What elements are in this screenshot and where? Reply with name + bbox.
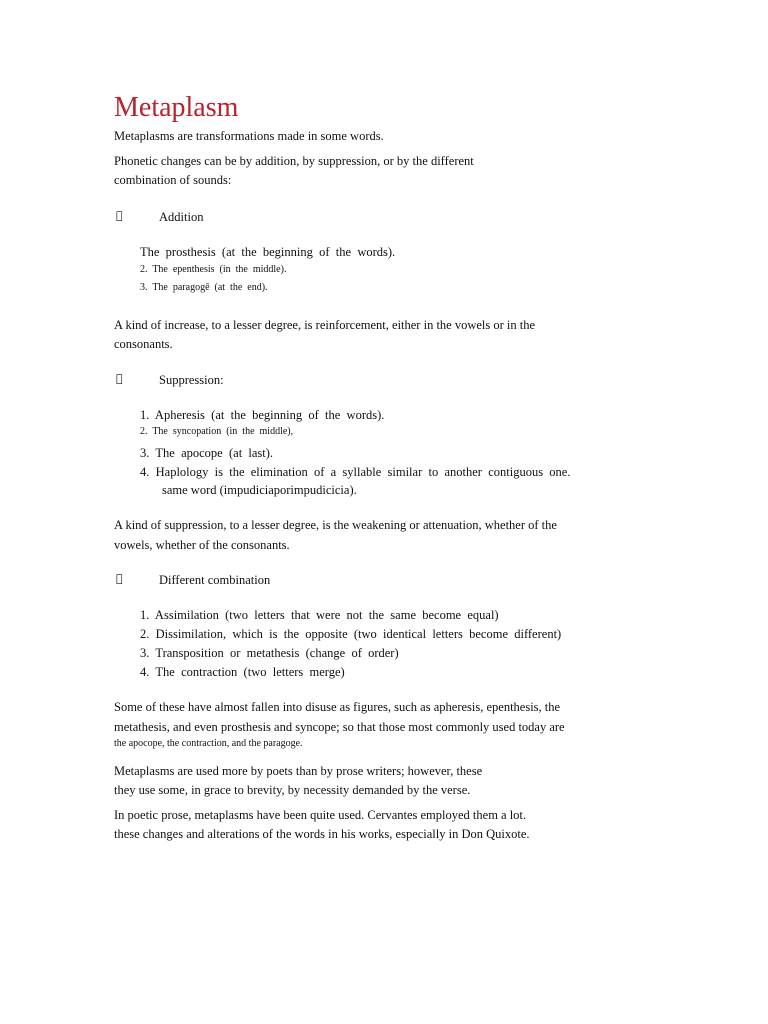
list-item: The prosthesis (at the beginning of the words). [140,245,396,259]
intro-paragraph-line-2: combination of sounds: [114,173,232,187]
list-item: 4. Haplology is the elimination of a syllable similar to another contiguous one. [140,465,571,479]
list-item-continuation: same word (impudiciaporimpudicicia). [162,483,357,497]
list-item: 3. The apocope (at last). [140,446,274,460]
page-title: Metaplasm [114,92,239,123]
paragraph-line: they use some, in grace to brevity, by necessity demanded by the verse. [114,783,471,797]
paragraph-line: consonants. [114,337,173,351]
bullet-icon [116,209,120,222]
section-heading-suppression: Suppression: [159,373,224,387]
list-item: 3. Transposition or metathesis (change of order) [140,646,399,660]
intro-paragraph-line-1: Phonetic changes can be by addition, by suppression, or by the different [114,154,474,168]
paragraph-line: metathesis, and even prosthesis and syncope; so that those most commonly used today are [114,720,565,734]
paragraph-line: A kind of increase, to a lesser degree, is reinforcement, either in the vowels or in the [114,318,536,332]
list-item: 3. The paragogē (at the end). [140,282,268,293]
section-heading-different-combination: Different combination [159,573,271,587]
list-item: 1. Assimilation (two letters that were not the same become equal) [140,608,499,622]
intro-line: Metaplasms are transformations made in some words. [114,129,384,143]
paragraph-line: these changes and alterations of the words in his works, especially in Don Quixote. [114,827,530,841]
list-item: 4. The contraction (two letters merge) [140,665,345,679]
list-item: 2. Dissimilation, which is the opposite (two identical letters become different) [140,627,562,641]
paragraph-line: A kind of suppression, to a lesser degree, is the weakening or attenuation, whether of the [114,518,557,532]
paragraph-line: the apocope, the contraction, and the paragoge. [114,738,303,749]
list-item: 1. Apheresis (at the beginning of the words). [140,408,385,422]
section-heading-addition: Addition [159,210,204,224]
bullet-icon [116,572,120,585]
list-item: 2. The epenthesis (in the middle). [140,264,287,275]
paragraph-line: Metaplasms are used more by poets than by prose writers; however, these [114,764,483,778]
paragraph-line: Some of these have almost fallen into disuse as figures, such as apheresis, epenthesis, the [114,700,561,714]
paragraph-line: In poetic prose, metaplasms have been quite used. Cervantes employed them a lot. [114,808,527,822]
paragraph-line: vowels, whether of the consonants. [114,538,290,552]
bullet-icon [116,372,120,385]
list-item: 2. The syncopation (in the middle), [140,426,294,437]
